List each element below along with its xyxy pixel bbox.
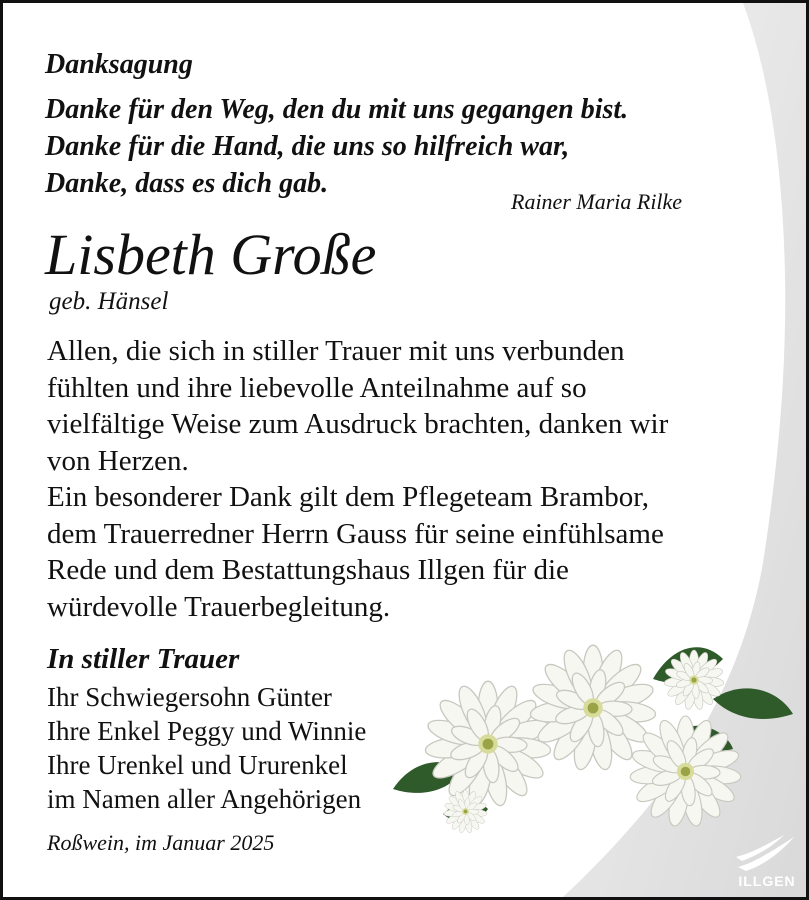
illgen-logo-mark: [734, 833, 800, 873]
illgen-logo-text: ILLGEN: [738, 873, 796, 889]
thanks-text: [47, 333, 668, 625]
mourner-line: im Namen aller Angehörigen: [47, 784, 362, 814]
deceased-name: Lisbeth Große: [45, 222, 377, 287]
birth-name: geb. Hänsel: [49, 288, 169, 315]
mourner-line: Ihre Enkel Peggy und Winnie: [47, 716, 367, 746]
chrysanthemum-flowers-image: [383, 639, 803, 839]
verse-line: Danke für den Weg, den du mit uns gegangen bist.: [45, 94, 629, 125]
thanks-line: vielfältige Weise zum Ausdruck brachten, danken wir: [47, 408, 669, 440]
thanks-line: würdevolle Trauerbegleitung.: [47, 590, 391, 623]
thanks-line: von Herzen.: [47, 444, 189, 477]
verse: [45, 91, 628, 202]
verse-line: Danke, dass es dich gab.: [45, 168, 329, 199]
thanks-line: Allen, die sich in stiller Trauer mit uns verbunden: [47, 335, 625, 367]
mourner-line: Ihr Schwiegersohn Günter: [47, 682, 332, 712]
mourners-list: [47, 680, 366, 816]
illgen-logo: [730, 829, 804, 893]
heading-danksagung: Danksagung: [45, 49, 193, 80]
thanks-line: dem Trauerredner Herrn Gauss für seine einfühlsame: [47, 517, 664, 550]
thanks-line: Ein besonderer Dank gilt dem Pflegeteam Brambor,: [47, 481, 650, 513]
thanks-line: fühlten und ihre liebevolle Anteilnahme auf so: [47, 371, 587, 404]
place-date: Roßwein, im Januar 2025: [47, 830, 275, 855]
verse-author: Rainer Maria Rilke: [511, 189, 683, 214]
mourning-heading: In stiller Trauer: [47, 643, 240, 675]
thanks-line: Rede und dem Bestattungshaus Illgen für die: [47, 554, 569, 586]
mourner-line: Ihre Urenkel und Ururenkel: [47, 750, 348, 780]
verse-line: Danke für die Hand, die uns so hilfreich war,: [45, 131, 570, 162]
